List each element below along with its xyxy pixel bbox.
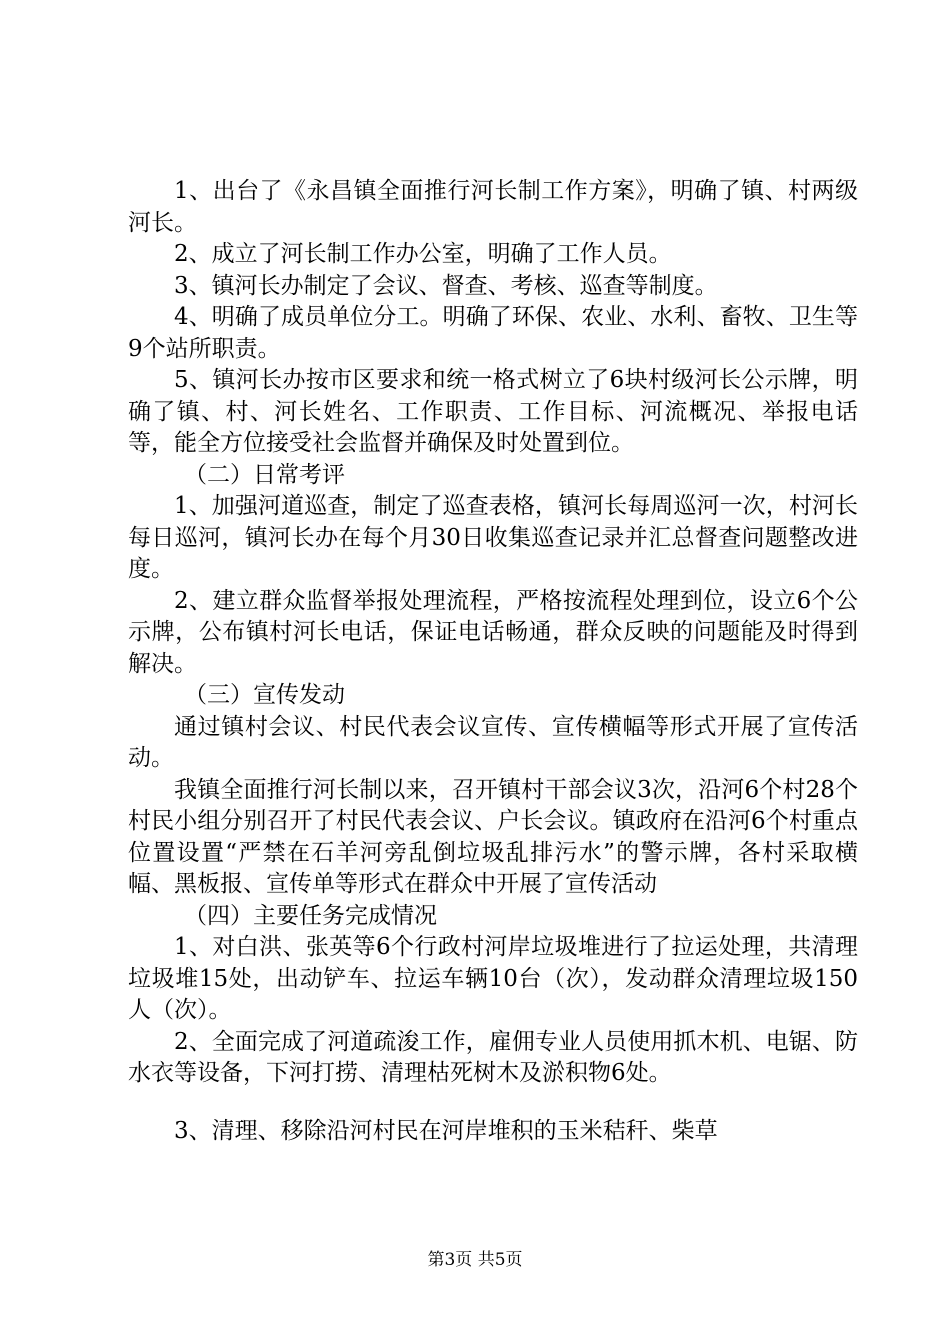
section-heading: （三）宣传发动 bbox=[184, 682, 345, 708]
paragraph: 2、建立群众监督举报处理流程，严格按流程处理到位，设立6个公示牌，公布镇村河长电话，保证电话畅通，群众反映的问题能及时得到解决。 bbox=[128, 587, 858, 677]
paragraph: 我镇全面推行河长制以来，召开镇村干部会议3次，沿河6个村28个村民小组分别召开了村民代表会议、户长会议。镇政府在沿河6个村重点位置设置“严禁在石羊河旁乱倒垃圾乱排污水”的警示牌，各村采取横幅、黑板报、宣传单等形式在群众中开展了宣传活动 bbox=[128, 776, 858, 897]
paragraph: 通过镇村会议、村民代表会议宣传、宣传横幅等形式开展了宣传活动。 bbox=[128, 713, 858, 771]
paragraph: 4、明确了成员单位分工。明确了环保、农业、水利、畜牧、卫生等9个站所职责。 bbox=[128, 304, 858, 362]
section-heading: （二）日常考评 bbox=[184, 461, 345, 488]
page-number-footer: 第3页 共5页 bbox=[427, 1250, 523, 1270]
paragraph: 1、加强河道巡查，制定了巡查表格，镇河长每周巡河一次，村河长每日巡河，镇河长办在每个月30日收集巡查记录并汇总督查问题整改进度。 bbox=[128, 493, 858, 582]
document-body bbox=[128, 176, 858, 1147]
paragraph: 2、成立了河长制工作办公室，明确了工作人员。 bbox=[174, 241, 672, 267]
paragraph: 1、出台了《永昌镇全面推行河长制工作方案》，明确了镇、村两级河长。 bbox=[128, 178, 858, 236]
paragraph: 3、清理、移除沿河村民在河岸堆积的玉米秸秆、柴草 bbox=[174, 1117, 718, 1144]
paragraph: 1、对白洪、张英等6个行政村河岸垃圾堆进行了拉运处理，共清理垃圾堆15处，出动铲车、拉运车辆10台（次），发动群众清理垃圾150人（次）。 bbox=[128, 934, 858, 1023]
section-heading: （四）主要任务完成情况 bbox=[184, 902, 437, 929]
paragraph: 5、镇河长办按市区要求和统一格式树立了6块村级河长公示牌，明确了镇、村、河长姓名、工作职责、工作目标、河流概况、举报电话等，能全方位接受社会监督并确保及时处置到位。 bbox=[128, 367, 858, 456]
paragraph: 3、镇河长办制定了会议、督查、考核、巡查等制度。 bbox=[174, 272, 718, 299]
paragraph: 2、全面完成了河道疏浚工作，雇佣专业人员使用抓木机、电锯、防水衣等设备，下河打捞、清理枯死树木及淤积物6处。 bbox=[128, 1028, 858, 1086]
